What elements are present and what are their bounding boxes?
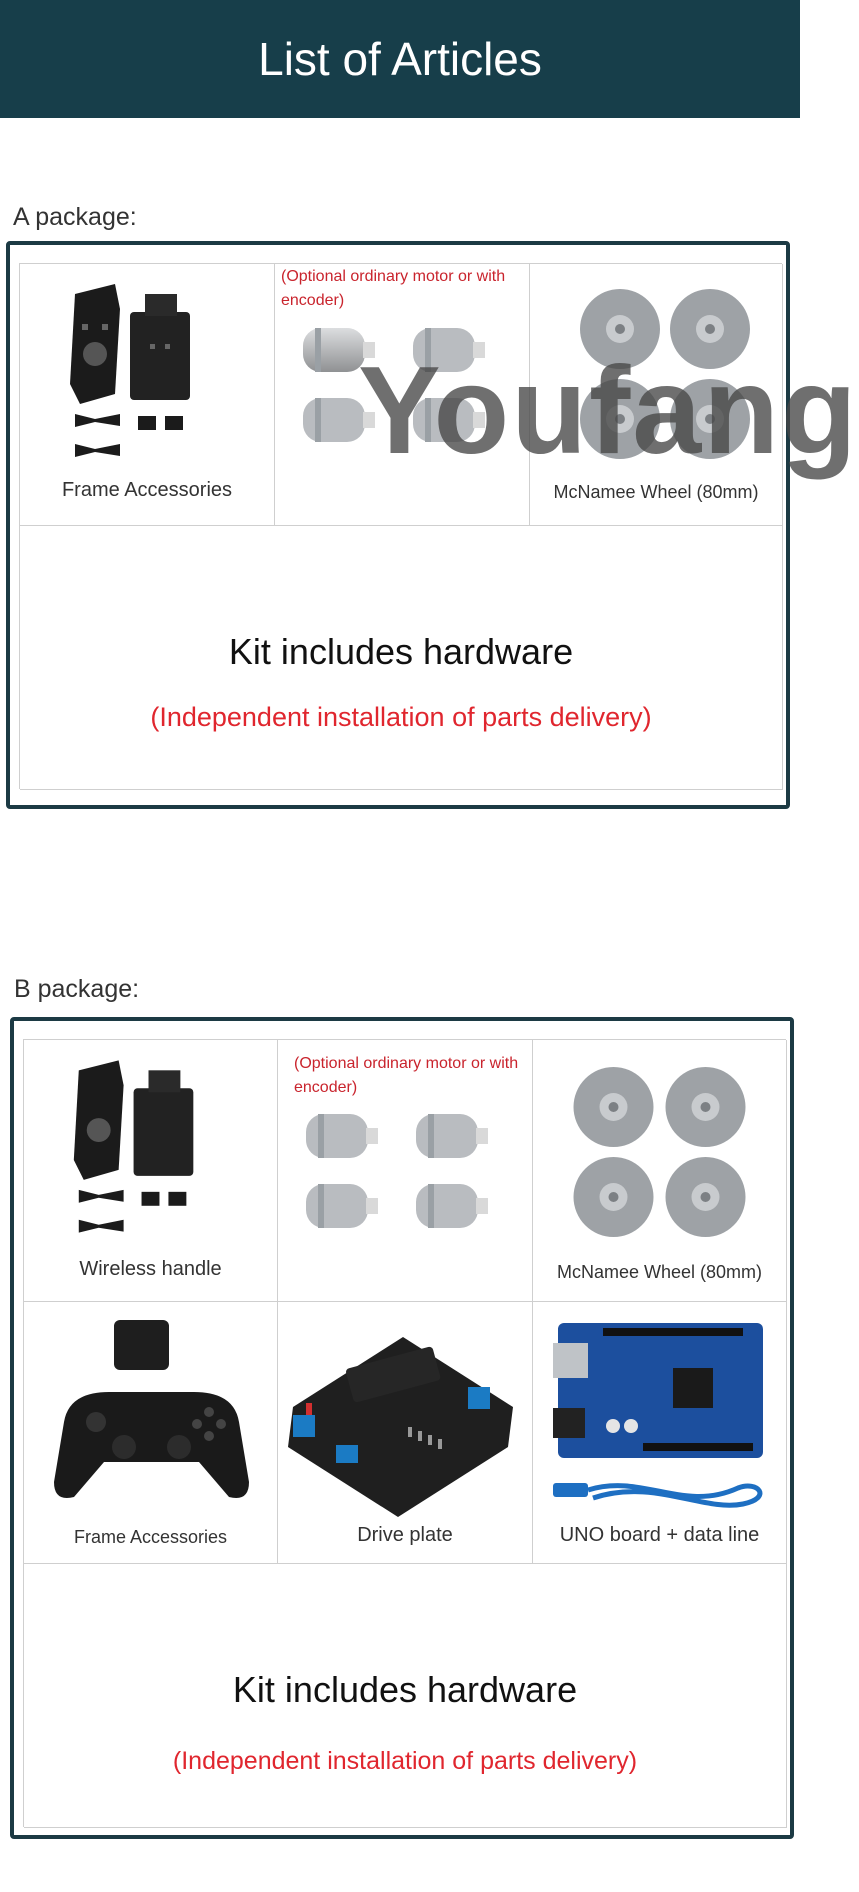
package-a-label: A package:: [13, 203, 137, 231]
package-a-frame-label: Frame Accessories: [61, 479, 233, 501]
package-b-frame-label: Wireless handle: [79, 1258, 222, 1280]
package-a-kit-subtitle: (Independent installation of parts delivery): [150, 702, 652, 732]
frame-image: [20, 274, 275, 474]
package-b-wheel-label: McNamee Wheel (80mm): [556, 1262, 763, 1282]
motor-image: [278, 1106, 533, 1296]
package-b-kit-cell: [24, 1564, 787, 1828]
frame-image: [24, 1050, 278, 1250]
package-a-kit-cell: [20, 526, 783, 790]
package-a-kit-title: Kit includes hardware: [228, 631, 574, 672]
package-b-motor-note: (Optional ordinary motor or with encoder): [294, 1055, 519, 1096]
package-b-controller-label: Frame Accessories: [73, 1527, 228, 1547]
mecanum-wheel-image: [533, 1052, 787, 1252]
usb-cable-image: [533, 1468, 787, 1518]
package-b-uno-label: UNO board + data line: [559, 1524, 760, 1546]
package-b-label: B package:: [14, 975, 140, 1003]
page-header: [0, 0, 800, 118]
package-a-frame-cell: [20, 264, 275, 526]
package-b-uno-cell: [533, 1302, 787, 1564]
package-a-motor-note: (Optional ordinary motor or with encoder): [281, 268, 506, 309]
watermark: Youfang: [358, 342, 859, 480]
package-b-drive-cell: [278, 1302, 533, 1564]
drive-plate-image: [278, 1317, 533, 1517]
package-b-kit-title: Kit includes hardware: [232, 1669, 578, 1710]
package-b-grid: [23, 1039, 786, 1827]
package-b-box: [10, 1017, 794, 1839]
page-title: List of Articles: [258, 33, 542, 85]
package-b-wheel-cell: [533, 1040, 787, 1302]
package-b-kit-subtitle: (Independent installation of parts delivery): [172, 1747, 638, 1775]
uno-board-image: [533, 1318, 787, 1468]
package-a-box: [6, 241, 790, 809]
package-b-motor-cell: [278, 1040, 533, 1302]
package-a-wheel-label: McNamee Wheel (80mm): [553, 482, 759, 502]
gamepad-image: [24, 1312, 278, 1512]
package-b-controller-cell: [24, 1302, 278, 1564]
package-b-frame-cell: [24, 1040, 278, 1302]
package-b-drive-label: Drive plate: [357, 1524, 453, 1546]
